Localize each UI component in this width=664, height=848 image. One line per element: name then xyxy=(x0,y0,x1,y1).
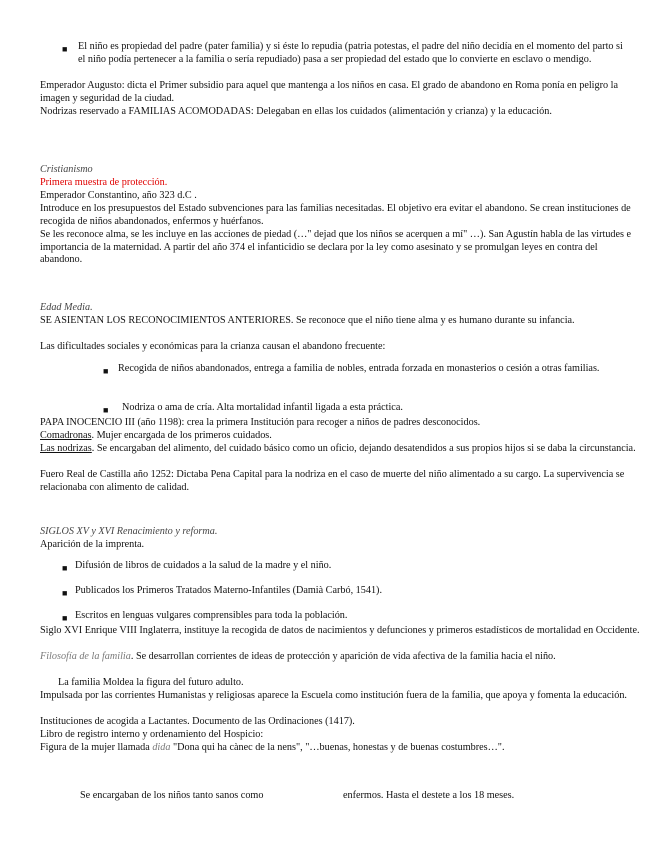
siglo-xvi-paragraph: Siglo XVI Enrique VIII Inglaterra, instituye la recogida de datos de nacimientos y defunciones y primeros estadísticos de mortalidad en Occidente. xyxy=(40,625,640,636)
encargaban-line-part-1: Se encargaban de los niños tanto sanos como xyxy=(80,790,264,801)
papa-inocencio-line: PAPA INOCENCIO III (año 1198): crea la primera Institución para recoger a niños de padres desconocidos. xyxy=(40,417,481,428)
imprenta-line: Aparición de la imprenta. xyxy=(40,539,145,550)
siglos-bullet-2: Publicados los Primeros Tratados Materno-Infantiles (Damià Carbó, 1541). xyxy=(75,585,382,596)
cristianismo-paragraph-2: Se les reconoce alma, se les incluye en las acciones de piedad (…" dejad que los niños se acerquen a mí" …). San Agustín habla de las virtudes e importancia de la maternidad. A partir del año 374 el infanticidio se declara por la ley como asesinato y se promulgan leyes en contra del abandono. xyxy=(40,229,632,266)
bullet-marker: ■ xyxy=(62,563,68,573)
edad-media-bullet-1: Recogida de niños abandonados, entrega a familia de nobles, entrada forzada en monasterios o cesión a otras familias. xyxy=(118,363,600,374)
nodrizas-label: Las nodrizas xyxy=(40,443,92,454)
filosofia-paragraph xyxy=(40,651,640,664)
siglos-bullet-1: Difusión de libros de cuidados a la salud de la madre y el niño. xyxy=(75,560,332,571)
edad-media-bullet-2: Nodriza o ama de cría. Alta mortalidad infantil ligada a esta práctica. xyxy=(122,402,403,413)
figura-post-text: "Dona qui ha cànec de la nens", "…buenas, honestas y de buenas costumbres…". xyxy=(170,742,505,753)
constantino-line: Emperador Constantino, año 323 d.C . xyxy=(40,190,197,201)
siglos-heading: SIGLOS XV y XVI Renacimiento y reforma. xyxy=(40,526,218,537)
edad-media-heading: Edad Media. xyxy=(40,302,93,313)
libro-registro-line: Libro de registro interno y ordenamiento del Hospicio: xyxy=(40,729,264,740)
cristianismo-paragraph-1: Introduce en los presupuestos del Estado subvenciones para las familias necesitadas. El objetivo era evitar el abandono. Se crean instituciones de recogida de niños abandonados, enfermos y huérfanos. xyxy=(40,203,631,227)
bullet-marker: ■ xyxy=(103,366,109,376)
augusto-paragraph: Emperador Augusto: dicta el Primer subsidio para aquel que mantenga a los niños en casa. El grado de abandono en Roma ponía en peligro la imagen y seguridad de la ciudad. xyxy=(40,80,618,104)
nodrizas-medieval-paragraph xyxy=(40,443,640,456)
bullet-marker: ■ xyxy=(62,44,68,54)
encargaban-line-part-2: enfermos. Hasta el destete a los 18 meses. xyxy=(343,790,515,801)
dida-term: dida xyxy=(152,742,171,753)
nodrizas-text: . Se encargaban del alimento, del cuidado básico como un oficio, dejando desatendidos a sus propios hijos si se daba la circunstancia. xyxy=(91,443,636,454)
figura-pre-text: Figura de la mujer llamada xyxy=(40,742,153,753)
filosofia-label: Filosofía de la familia xyxy=(40,651,131,662)
siglos-bullet-3: Escritos en lenguas vulgares comprensibles para toda la población. xyxy=(75,610,348,621)
figura-dida-line xyxy=(40,742,640,755)
comadronas-line xyxy=(40,430,640,443)
comadronas-label: Comadronas xyxy=(40,430,92,441)
edad-media-paragraph-2: Las dificultades sociales y económicas para la crianza causan el abandono frecuente: xyxy=(40,341,386,352)
filosofia-text: . Se desarrollan corrientes de ideas de protección y aparición de vida afectiva de la familia hacia el niño. xyxy=(130,651,556,662)
bullet-marker: ■ xyxy=(103,405,109,415)
bullet-marker: ■ xyxy=(62,588,68,598)
familia-adulto-line: La familia Moldea la figura del futuro adulto. xyxy=(58,677,244,688)
nodrizas-roma-paragraph: Nodrizas reservado a FAMILIAS ACOMODADAS: Delegaban en ellas los cuidados (alimentación y crianza) y la educación. xyxy=(40,106,552,117)
cristianismo-heading: Cristianismo xyxy=(40,164,93,175)
primera-proteccion-line: Primera muestra de protección. xyxy=(40,177,168,188)
fuero-real-paragraph: Fuero Real de Castilla año 1252: Dictaba Pena Capital para la nodriza en el caso de muerte del niño alimentado a su cargo. La supervivencia se relacionaba con alimento de calidad. xyxy=(40,469,625,493)
bullet-marker: ■ xyxy=(62,613,68,623)
escuela-paragraph: Impulsada por las corrientes Humanistas y religiosas aparece la Escuela como institución fuera de la familia, que apoya y fomenta la educación. xyxy=(40,690,627,701)
edad-media-paragraph-1: SE ASIENTAN LOS RECONOCIMIENTOS ANTERIORES. Se reconoce que el niño tiene alma y es humano durante su infancia. xyxy=(40,315,575,326)
instituciones-line: Instituciones de acogida a Lactantes. Documento de las Ordinaciones (1417). xyxy=(40,716,355,727)
comadronas-text: . Mujer encargada de los primeros cuidados. xyxy=(91,430,272,441)
pater-familia-bullet: El niño es propiedad del padre (pater familia) y si éste lo repudia (patria potestas, el padre del niño decidía en el momento del parto si el niño podía pertenecer a la familia o sería repudiado) pasa a ser propiedad del estado que lo convierte en esclavo o mendigo. xyxy=(78,41,623,65)
